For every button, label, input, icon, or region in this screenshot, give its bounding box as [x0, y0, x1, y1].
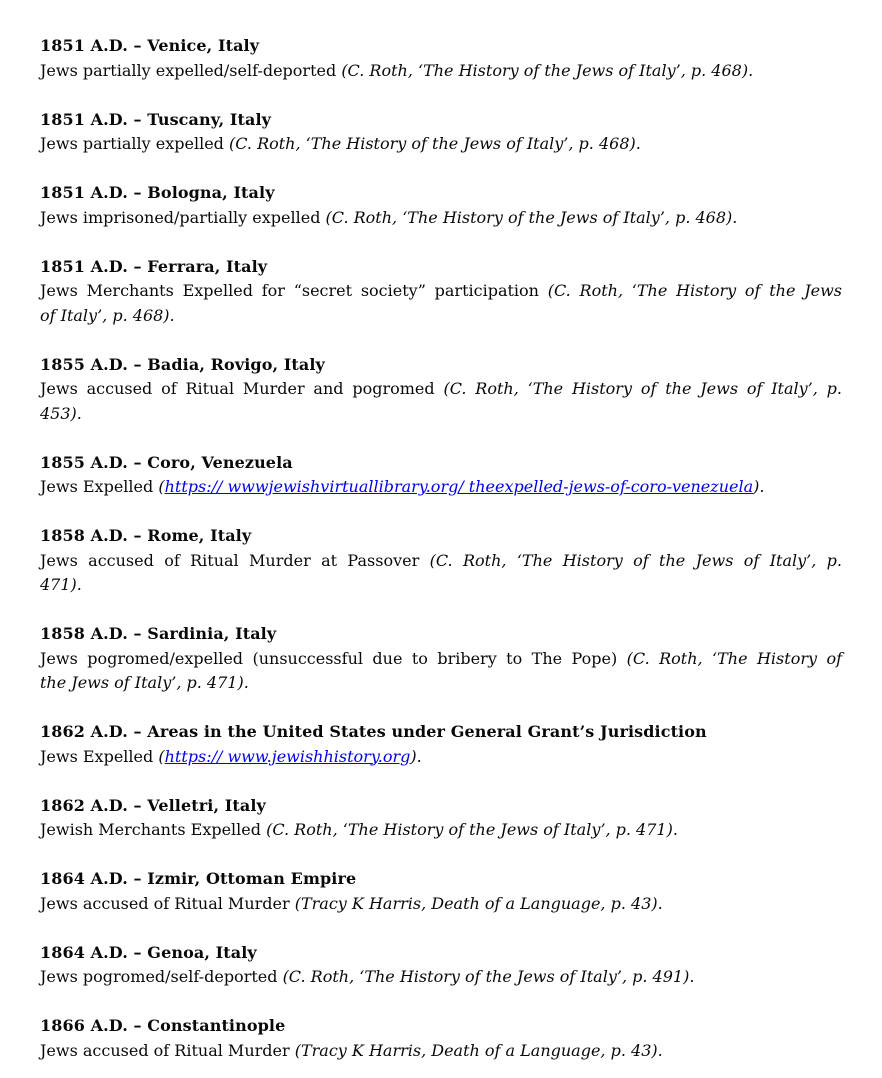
entry-line [40, 377, 842, 402]
event-text: Jews accused of Ritual Murder [40, 893, 295, 913]
timeline-entry [40, 34, 842, 83]
event-text: Jews partially expelled [40, 134, 229, 153]
timeline-entry [40, 353, 842, 427]
citation-text: (C. Roth, ‘The History of the Jews of Italy’, p. 491). [282, 967, 695, 986]
entry-body [40, 59, 842, 84]
entry-heading: 1858 A.D. – Sardinia, Italy [40, 624, 277, 643]
citation-text: ). [753, 477, 765, 496]
event-text: Jews pogromed/expelled (unsuccessful due to bribery to The Pope) [40, 648, 627, 668]
timeline-entry [40, 1014, 842, 1063]
entry-body [40, 818, 842, 843]
event-text: Jews Expelled [40, 477, 159, 496]
entry-body [40, 206, 842, 231]
entry-heading: 1851 A.D. – Tuscany, Italy [40, 109, 272, 129]
citation-text: (C. Roth, ‘The History of the Jews of Italy’, p. 468). [228, 134, 641, 153]
citation-text: (C. Roth, ‘The History of the Jews of Italy’, p. [443, 379, 843, 398]
citation-text: ). [410, 746, 422, 766]
event-text: Jewish Merchants Expelled [40, 820, 267, 839]
timeline-entry [40, 941, 842, 990]
entry-line [40, 402, 842, 427]
event-text: Jews imprisoned/partially expelled [40, 207, 326, 227]
entry-heading: 1851 A.D. – Venice, Italy [40, 36, 260, 55]
citation-text: (Tracy K Harris, Death of a Language, p. 43). [294, 893, 663, 913]
entry-body [40, 892, 842, 917]
entry-heading: 1866 A.D. – Constantinople [40, 1016, 286, 1035]
timeline-entry [40, 622, 842, 696]
entry-line [40, 1039, 842, 1064]
entry-line [40, 279, 842, 304]
timeline-entry [40, 255, 842, 329]
entry-heading: 1855 A.D. – Badia, Rovigo, Italy [40, 354, 325, 374]
timeline-entry [40, 181, 842, 230]
citation-text: ( [158, 746, 165, 766]
entry-line [40, 745, 842, 770]
citation-text: (C. Roth, ‘The History of the Jews of Italy’, p. 468). [341, 60, 754, 80]
entry-body [40, 475, 842, 500]
timeline-entry [40, 867, 842, 916]
citation-text: (Tracy K Harris, Death of a Language, p. 43). [294, 1040, 663, 1060]
citation-text: (C. Roth, ‘The History of the Jews of Italy’, p. 468). [325, 207, 738, 227]
event-text: Jews accused of Ritual Murder and pogromed [40, 379, 444, 398]
entry-line [40, 206, 842, 231]
entry-body [40, 745, 842, 770]
entry-heading: 1862 A.D. – Areas in the United States under General Grant’s Jurisdiction [40, 722, 707, 741]
entry-line [40, 132, 842, 157]
timeline-entry [40, 108, 842, 157]
citation-text: 471). [40, 575, 82, 594]
entry-line [40, 892, 842, 917]
event-text: Jews partially expelled/self-deported [40, 60, 342, 80]
citation-text: (C. Roth, ‘The History of the Jews [547, 281, 842, 300]
entry-heading: 1851 A.D. – Ferrara, Italy [40, 256, 268, 276]
timeline-entry [40, 720, 842, 769]
entry-heading: 1864 A.D. – Izmir, Ottoman Empire [40, 869, 357, 888]
source-link[interactable]: https:// www.jewishhistory.org [164, 746, 411, 766]
entry-body [40, 132, 842, 157]
citation-text: the Jews of Italy’, p. 471). [40, 673, 249, 692]
citation-text: (C. Roth, ‘The History of the Jews of Italy’, p. [429, 550, 842, 570]
entry-line [40, 549, 842, 574]
source-link[interactable]: https:// wwwjewishvirtuallibrary.org/ theexpelled-jews-of-coro-venezuela [164, 477, 754, 496]
entry-body [40, 965, 842, 990]
entry-line [40, 965, 842, 990]
entry-heading: 1862 A.D. – Velletri, Italy [40, 795, 266, 815]
entry-line [40, 475, 842, 500]
event-text: Jews accused of Ritual Murder [40, 1040, 295, 1060]
entry-line [40, 59, 842, 84]
citation-text: of Italy’, p. 468). [40, 305, 175, 325]
entry-heading: 1851 A.D. – Bologna, Italy [40, 183, 275, 202]
entry-heading: 1864 A.D. – Genoa, Italy [40, 942, 257, 962]
timeline-entry [40, 794, 842, 843]
event-text: Jews pogromed/self-deported [40, 967, 283, 986]
entry-body [40, 377, 842, 426]
citation-text: (C. Roth, ‘The History of the Jews of Italy’, p. 471). [266, 820, 678, 839]
timeline-entry [40, 451, 842, 500]
entry-body [40, 1039, 842, 1064]
entry-body [40, 279, 842, 328]
entry-line [40, 818, 842, 843]
citation-text: 453). [40, 403, 82, 423]
entry-line [40, 647, 842, 672]
entry-heading: 1858 A.D. – Rome, Italy [40, 526, 252, 545]
event-text: Jews Expelled [40, 746, 159, 766]
entry-body [40, 549, 842, 598]
event-text: Jews Merchants Expelled for “secret society” participation [40, 281, 548, 300]
citation-text: (C. Roth, ‘The History of [626, 648, 842, 668]
citation-text: ( [158, 477, 165, 496]
timeline-entry [40, 524, 842, 598]
entry-line [40, 671, 842, 696]
event-text: Jews accused of Ritual Murder at Passover [40, 550, 430, 570]
entry-heading: 1855 A.D. – Coro, Venezuela [40, 452, 293, 472]
entry-line [40, 304, 842, 329]
entry-line [40, 573, 842, 598]
entry-body [40, 647, 842, 696]
